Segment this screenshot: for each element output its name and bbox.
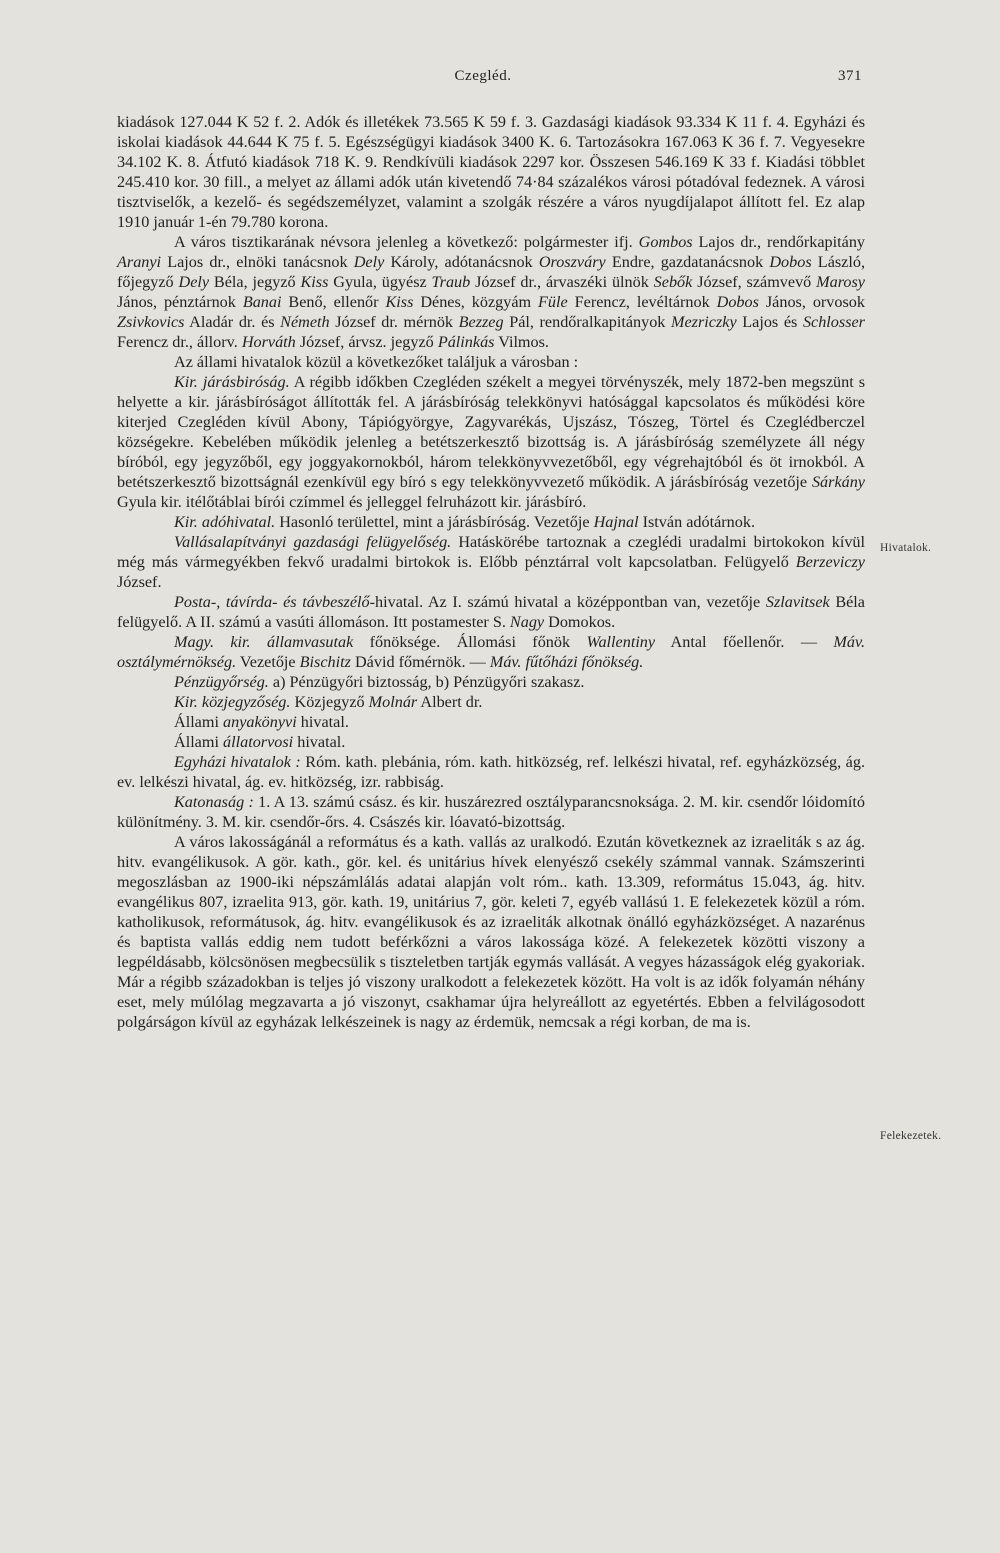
paragraph-registry: Állami anyakönyvi hivatal. [174,713,349,731]
margin-note-hivatalok: Hivatalok. [880,542,932,554]
paragraph-military: Katonaság : 1. A 13. számú csász. és kir. huszárezred osztályparancsnoksága. 2. M. kir. csendőr lóidomító különítmény. 3. M. kir. csendőr-őrs. 4. Császés kir. lóavató-bizottság. [117,793,865,831]
running-head [0,68,1000,92]
running-head-title: Czegléd. [454,68,512,84]
page-number: 371 [838,68,862,84]
paragraph-tax-office: Kir. adóhivatal. Hasonló területtel, mint a járásbíróság. Vezetője Hajnal István adótárnok. [174,513,755,531]
paragraph-officials: A város tisztikarának névsora jelenleg a következő: polgármester ifj. Gombos Lajos dr., rendőrkapitány Aranyi Lajos dr., elnöki tanácsnok Dely Károly, adótanácsnok Oroszváry Endre, gazdatanácsnok Dobos László, főjegyző Dely Béla, jegyző Kiss Gyula, ügyész Traub József dr., árvaszéki ülnök Sebők József, számvevő Marosy János, pénztárnok Banai Benő, ellenőr Kiss Dénes, közgyám Füle Ferencz, levéltárnok Dobos János, orvosok Zsivkovics Aladár dr. és Németh József dr. mérnök Bezzeg Pál, rendőralkapitányok Mezriczky Lajos és Schlosser Ferencz dr., állorv. Horváth József, árvsz. jegyző Pálinkás Vilmos. [117,233,866,351]
paragraph-district-court: Kir. járásbiróság. A régibb időkben Czegléden székelt a megyei törvényszék, mely 1872-ben megszünt s helyette a kir. járásbíróságot állították fel. A járásbíróság telekkönyvi hatósággal kapcsolatos és működési köre kiterjed Czegléden kívül Abony, Tápiógyörgye, Zagyvarékás, Ujszász, Tószeg, Törtel és Czeglédberczel községekre. Kebelében működik jelenleg a betétszerkesztő bizottság is. A járásbíróság személyzete áll négy bíróból, egy jegyzőből, egy joggyakornokból, három telekkönyvvezetőből, egy végrehajtóból és öt irnokból. A betétszerkesztő bizottságnál ezenkívül egy bíró s egy telekkönyvvezető működik. A járásbíróság vezetője Sárkány Gyula kir. itélőtáblai bírói czímmel és jelleggel felruházott kir. járásbíró. [117,373,865,511]
paragraph-veterinary: Állami állatorvosi hivatal. [174,733,346,751]
paragraph-budget: kiadások 127.044 K 52 f. 2. Adók és illetékek 73.565 K 59 f. 3. Gazdasági kiadások 93.334 K 11 f. 4. Egyházi és iskolai kiadások 44.644 K 75 f. 5. Egészségügyi kiadások 3400 K. 6. Tartozásokra 167.063 K 36 f. 7. Vegyesekre 34.102 K. 8. Átfutó kiadások 718 K. 9. Rendkívüli kiadások 2297 kor. Összesen 546.169 K 33 f. Kiadási többlet 245.410 kor. 30 fill., a melyet az állami adók után kivetendő 74·84 százalékos városi pótadóval fedeznek. A városi tisztviselők, a kezelő- és segédszemélyzet, valamint a szolgák részére a város nyugdíjalapot állított fel. Ez alap 1910 január 1-én 79.780 korona. [117,113,865,231]
paragraph-state-offices-intro: Az állami hivatalok közül a következőket találjuk a városban : [174,353,579,371]
paragraph-post-office: Posta-, távírda- és távbeszélő-hivatal. Az I. számú hivatal a középpontban van, vezetője Szlavitsek Béla felügyelő. A II. számú a vasúti állomáson. Itt postamester S. Nagy Domokos. [117,593,865,631]
paragraph-church-offices: Egyházi hivatalok : Róm. kath. plebánia, róm. kath. hitközség, ref. lelkészi hivatal, ref. egyházközség, ág. ev. lelkészi hivatal, ág. ev. hitközség, izr. rabbiság. [117,753,866,791]
paragraph-denominations: A város lakosságánál a református és a kath. vallás az uralkodó. Ezután következnek az izraeliták s az ág. hitv. evangélikusok. A gör. kath., gör. kel. és unitárius hívek elenyésző csekély számmal vannak. Számszerinti megoszlásban az 1900-iki népszámlálás adatai alapján volt róm.. kath. 13.309, református 15.043, ág. hitv. evangélikus 807, izraelita 913, gör. kath. 19, unitárius 7, gör. keleti 7, egyéb vallású 1. E felekezetek közül a róm. katholikusok, reformátusok, ág. hitv. evangélikusok és az izraeliták alkotnak önálló egyházközséget. A nazarénus és baptista vallás eddig nem tudott beférkőzni a város lakossága közé. A felekezetek közötti viszony a legpéldásabb, kölcsönösen megbecsülik s tiszteletben tartják egymás vallását. A vegyes házasságok elég gyakoriak. Már a régibb századokban is teljes jó viszony uralkodott a felekezetek között. Ha volt is az idők folyamán néhány eset, mely múlólag megzavarta a jó viszonyt, csakhamar újra helyreállott az egyetértés. Ebben a felvilágosodott polgárságon kívül az egyházak lelkészeinek is nagy az érdemük, nemcsak a régi korban, de ma is. [117,833,865,1031]
paragraph-notary: Kir. közjegyzőség. Közjegyző Molnár Albert dr. [174,693,483,711]
paragraph-railways: Magy. kir. államvasutak főnöksége. Állomási főnök Wallentiny Antal főellenőr. — Máv. osztálymérnökség. Vezetője Bischitz Dávid főmérnök. — Máv. fűtőházi főnökség. [117,633,865,671]
paragraph-foundation-inspectorate: Vallásalapítványi gazdasági felügyelőség. Hatáskörébe tartoznak a czeglédi uradalmi birtokokon kívül még más vármegyékben fekvő uradalmi birtokok is. Előbb pénztárral volt kapcsolatban. Felügyelő Berzeviczy József. [117,533,866,591]
body-text [117,112,865,1032]
margin-note-felekezetek: Felekezetek. [880,1130,942,1142]
paragraph-finance-guard: Pénzügyőrség. a) Pénzügyőri biztosság, b) Pénzügyőri szakasz. [174,673,585,691]
